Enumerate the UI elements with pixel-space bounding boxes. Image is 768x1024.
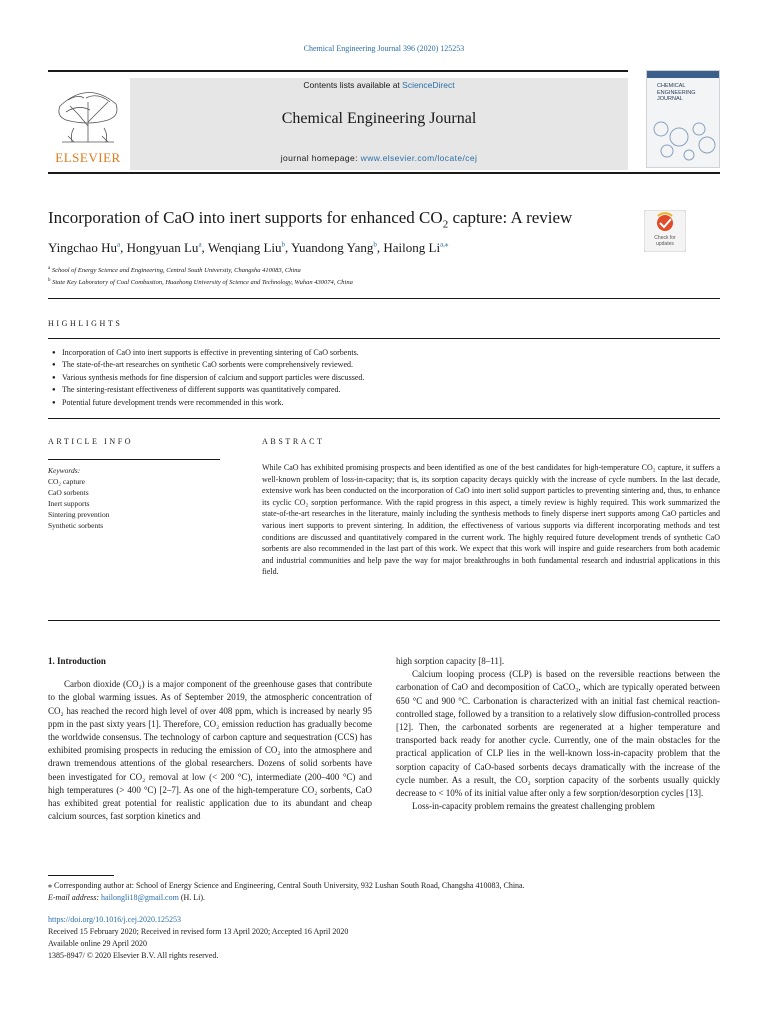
divider	[48, 298, 720, 299]
author[interactable]: Yingchao Hu	[48, 240, 117, 255]
divider	[48, 338, 720, 339]
author-affil-mark[interactable]: a	[116, 240, 121, 249]
body-left-column	[48, 655, 372, 823]
affiliation-b: $^b$ State Key Laboratory of Coal Combustion, Huazhong University of Science and Technology, Wuhan 430074, China	[48, 278, 353, 287]
author-affil-mark[interactable]: b	[281, 240, 285, 249]
masthead-top-rule	[48, 70, 628, 72]
highlight-item: ● Various synthesis methods for fine dispersion of calcium and support particles were discussed.	[52, 372, 712, 384]
cover-bubbles-icon	[647, 71, 720, 168]
available-online: Available online 29 April 2020	[48, 939, 147, 948]
keyword-item: Synthetic sorbents	[48, 521, 104, 530]
elsevier-wordmark: ELSEVIER	[55, 150, 121, 165]
highlight-item: ● Potential future development trends were recommended in this work.	[52, 397, 712, 409]
received-dates: Received 15 February 2020; Received in revised form 13 April 2020; Accepted 16 April 2020	[48, 927, 349, 936]
homepage-link[interactable]: www.elsevier.com/locate/cej	[360, 153, 478, 163]
homepage-line	[130, 153, 628, 163]
clp-paragraph: Calcium looping process (CLP) is based on the reversible reactions between the carbonation of CaO and decomposition of CaCO₃, which are typically operated between 650 °C and 900 °C. Carbonation is characterized with an initial fast chemical reaction-controlled stage, followed by a transition to a relatively slow diffusion-controlled process [12]. Then, the carbonated sorbents are regenerated at a higher temperature and transported back ready for another cycle. Currently, one of the main obstacles for the practical application of CLP lies in the well-known loss-in-capacity problem that the sorption capacity of CaO-based sorbents decays dramatically with the increase of the cycle number. As a result, the CO₂ sorption capacity of the sorbents usually quickly decrease to < 10% of its initial value after only a few sorption/desorption cycles [13].	[396, 669, 720, 799]
contents-line	[130, 80, 628, 90]
affiliation-a: $^a$ School of Energy Science and Engineering, Central South University, Changsha 410083, China	[48, 266, 301, 275]
intro-continuation: high sorption capacity [8–11].	[396, 656, 505, 666]
doi-link[interactable]: https://doi.org/10.1016/j.cej.2020.125253	[48, 915, 181, 924]
email-line	[48, 892, 720, 904]
email-link[interactable]: hailongli18@gmail.com	[101, 893, 179, 902]
highlights-list	[52, 347, 712, 409]
highlights-heading: HIGHLIGHTS	[48, 319, 123, 328]
author-affil-mark[interactable]: a	[198, 240, 202, 249]
keywords-label: Keywords:	[48, 466, 81, 475]
sciencedirect-link[interactable]: ScienceDirect	[402, 80, 455, 90]
keywords-block	[48, 465, 220, 531]
keyword-item: Sintering prevention	[48, 510, 110, 519]
author[interactable]: Hailong Li	[383, 240, 441, 255]
check-for-updates-label[interactable]: Check for updates	[654, 235, 676, 247]
highlight-item: ● The state-of-the-art researches on synthetic CaO sorbents were comprehensively reviewed.	[52, 359, 712, 371]
journal-reference[interactable]: Chemical Engineering Journal 396 (2020) 125253	[303, 44, 465, 53]
author[interactable]: Wenqiang Liu	[207, 240, 282, 255]
keyword-item: CO₂ capture	[48, 477, 85, 486]
contents-prefix: Contents lists available at	[303, 80, 403, 90]
article-info-heading: ARTICLE INFO	[48, 437, 134, 446]
keyword-item: Inert supports	[48, 499, 90, 508]
author[interactable]: Yuandong Yang	[291, 240, 374, 255]
journal-title: Chemical Engineering Journal	[281, 110, 477, 127]
loss-in-capacity-paragraph: Loss-in-capacity problem remains the greatest challenging problem	[412, 801, 655, 812]
copyright-line: 1385-8947/ © 2020 Elsevier B.V. All rights reserved.	[48, 951, 219, 960]
footnote-rule	[48, 875, 114, 876]
section-heading-introduction: 1. Introduction	[48, 656, 106, 666]
email-label: E-mail address:	[48, 893, 102, 902]
body-right-column	[396, 655, 720, 813]
abstract-heading: ABSTRACT	[262, 437, 325, 446]
keyword-item: CaO sorbents	[48, 488, 89, 497]
journal-cover-thumbnail[interactable]	[646, 70, 720, 168]
homepage-prefix: journal homepage:	[280, 153, 361, 163]
masthead-bottom-rule	[48, 172, 720, 174]
email-suffix: (H. Li).	[178, 893, 206, 902]
corresponding-author-note: ⁎ Corresponding author at: School of Energy Science and Engineering, Central South University, 932 Lushan South Road, Changsha 410083, China.	[48, 881, 525, 890]
author[interactable]: Hongyuan Lu	[126, 240, 199, 255]
publication-info	[48, 914, 720, 962]
author-affil-mark[interactable]: a,⁎	[440, 240, 449, 249]
divider	[48, 620, 720, 621]
divider	[48, 418, 720, 419]
author-affil-mark[interactable]: b	[373, 240, 377, 249]
highlight-item: ● Incorporation of CaO into inert supports is effective in preventing sintering of CaO sorbents.	[52, 347, 712, 359]
highlight-item: ● The sintering-resistant effectiveness of different supports was quantitatively compared.	[52, 384, 712, 396]
abstract-text: While CaO has exhibited promising prospects and been identified as one of the best candidates for high-temperature CO₂ capture, it suffers a well-known problem of loss-in-capacity; that is, its sorption capacity decays quickly with the increase of cycle numbers. In the last decade, extensive work has been conducted on the incorporation of CaO into inert solid support particles to preventing sintering and, thus, to enhance its cyclic CO₂ sorption performance. With the rapid progress in this aspect, a timely review is highly required. This work summarized the state-of-the-art researches in the literature, mainly including the synthesis methods to finely disperse inert supports among CaO particles and various inert supports to prevent sintering. In addition, the effectiveness of various supports via different incorporating methods and test conditions are discussed and quantitatively compared in the current work. The highly required future development trends of synthetic CaO sorbents are also recommended in the last part of this work. We expect that this work will inspire and guide researchers from both academic and industrial communities and help pave the way for major breakthroughs in both fundamental research and industrial applications in this field.	[262, 463, 720, 577]
intro-paragraph: Carbon dioxide (CO₂) is a major component of the greenhouse gases that contribute to the global warming issues. As of September 2019, the atmospheric concentration of CO₂ has reached the record high level of over 408 ppm, which is increased by nearly 95 ppm in the past sixty years [1]. Therefore, CO₂ emission reduction has gradually become the worldwide consensus. The technology of carbon capture and sequestration (CCS) has exhibited promising prospects in reducing the emission of CO₂ into the atmosphere and drawn tremendous attentions of the global researchers. Dozens of solid sorbents have been investigated for CO₂ removal at low (< 200 °C), intermediate (200–400 °C) and high temperatures (> 400 °C) [2–7]. As one of the high-temperature CO₂ sorbents, CaO has exhibited great potential for realistic application due to its abundant and cheap calcium sources, fast sorption kinetics and	[48, 679, 372, 822]
cover-title: CHEMICAL ENGINEERING JOURNAL	[657, 83, 696, 103]
article-info-rule	[48, 459, 220, 460]
author-list: Yingchao Hu$^a$, Hongyuan Lu$^a$, Wenqiang Liu$^b$, Yuandong Yang$^b$, Hailong $Li^{a,⁎}$	[48, 240, 449, 255]
article-title: Incorporation of CaO into inert supports for enhanced $CO_2$ capture: A review	[48, 208, 573, 231]
